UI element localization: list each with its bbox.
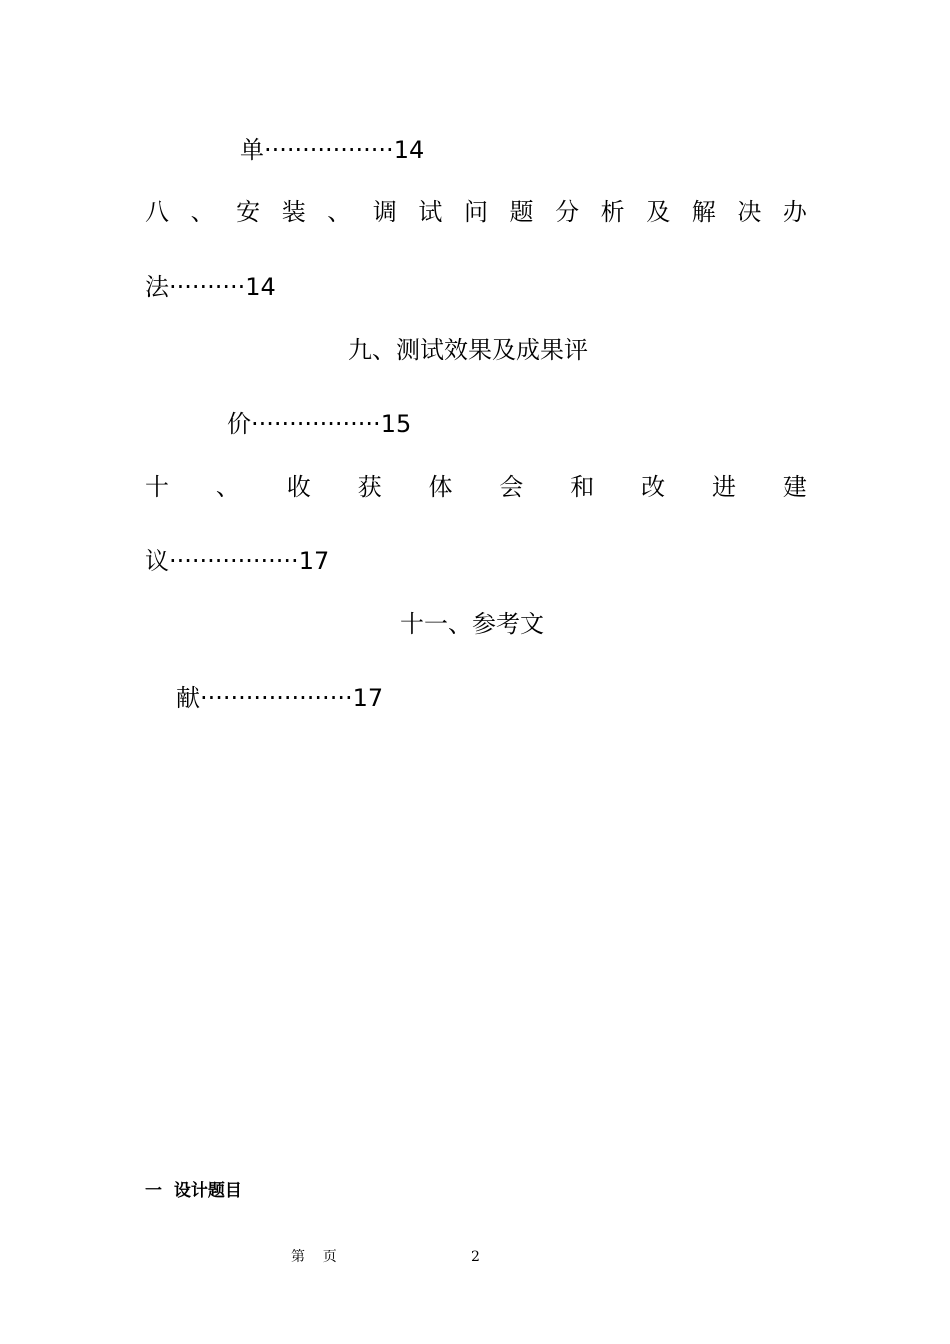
toc-char: 体 [428, 473, 453, 501]
toc-char: 问 [463, 198, 488, 226]
toc-char: 分 [555, 198, 580, 226]
toc-char: 及 [646, 198, 671, 226]
toc-char: 改 [641, 473, 666, 501]
section-heading: 一 设计题目 [145, 1181, 242, 1201]
toc-line-5: 价·················15 [227, 410, 412, 438]
toc-line-4: 九、测试效果及成果评 [348, 336, 588, 364]
toc-char: 八 [145, 198, 169, 226]
toc-char: 解 [691, 198, 716, 226]
footer-page-label: 第 页 [291, 1249, 337, 1265]
toc-char: 、 [327, 198, 352, 226]
toc-char: 建 [782, 473, 807, 501]
toc-line-2 [145, 197, 807, 227]
toc-char: 进 [712, 473, 736, 501]
toc-line-6 [145, 472, 807, 502]
toc-char: 题 [509, 198, 534, 226]
toc-char: 办 [782, 198, 807, 226]
toc-char: 和 [570, 473, 595, 501]
toc-char: 调 [372, 198, 397, 226]
toc-line-1: 单·················14 [240, 136, 425, 164]
toc-char: 收 [286, 473, 311, 501]
toc-char: 安 [236, 198, 261, 226]
toc-line-8: 十一、参考文 [400, 610, 544, 638]
footer-page-number: 2 [471, 1249, 480, 1265]
toc-char: 试 [418, 198, 443, 226]
toc-char: 决 [737, 198, 762, 226]
toc-char: 、 [215, 473, 240, 501]
toc-line-7: 议·················17 [145, 547, 330, 575]
toc-char: 析 [600, 198, 625, 226]
toc-char: 、 [190, 198, 215, 226]
toc-char: 装 [281, 198, 306, 226]
toc-char: 会 [499, 473, 524, 501]
toc-char: 获 [357, 473, 382, 501]
toc-line-3: 法··········14 [145, 273, 276, 301]
toc-char: 十 [145, 473, 169, 501]
toc-line-9: 献····················17 [176, 684, 384, 712]
